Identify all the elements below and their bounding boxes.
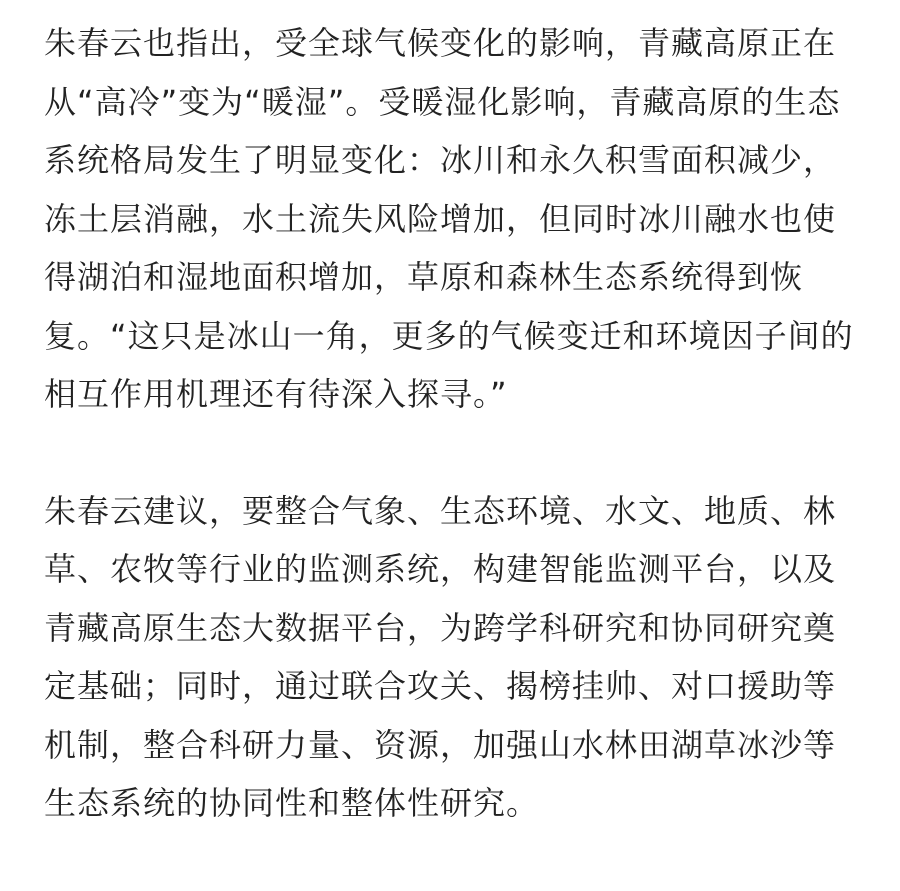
paragraph-spacer: [44, 424, 864, 482]
article-body: [44, 14, 864, 891]
text-line: 得湖泊和湿地面积增加，草原和森林生态系统得到恢: [44, 248, 864, 307]
text-line: 生态系统的协同性和整体性研究。: [44, 774, 864, 833]
text-line: 从“高冷”变为“暖湿”。受暖湿化影响，青藏高原的生态: [44, 73, 864, 132]
paragraph-recommendations: [44, 482, 864, 891]
text-line: 复。“这只是冰山一角，更多的气候变迁和环境因子间的: [44, 307, 864, 366]
text-line: 朱春云也指出，受全球气候变化的影响，青藏高原正在: [44, 14, 864, 73]
text-line: 系统格局发生了明显变化：冰川和永久积雪面积减少，: [44, 131, 864, 190]
text-line: 草、农牧等行业的监测系统，构建智能监测平台，以及: [44, 540, 864, 599]
paragraph-climate-change: [44, 14, 864, 424]
text-line: 朱春云建议，要整合气象、生态环境、水文、地质、林: [44, 482, 864, 541]
text-line: 冻土层消融，水土流失风险增加，但同时冰川融水也使: [44, 190, 864, 249]
text-line: 定基础；同时，通过联合攻关、揭榜挂帅、对口援助等: [44, 657, 864, 716]
text-line: 青藏高原生态大数据平台，为跨学科研究和协同研究奠: [44, 599, 864, 658]
text-line: [44, 833, 864, 891]
text-line: 机制，整合科研力量、资源，加强山水林田湖草冰沙等: [44, 716, 864, 775]
text-line: 相互作用机理还有待深入探寻。”: [44, 365, 864, 424]
